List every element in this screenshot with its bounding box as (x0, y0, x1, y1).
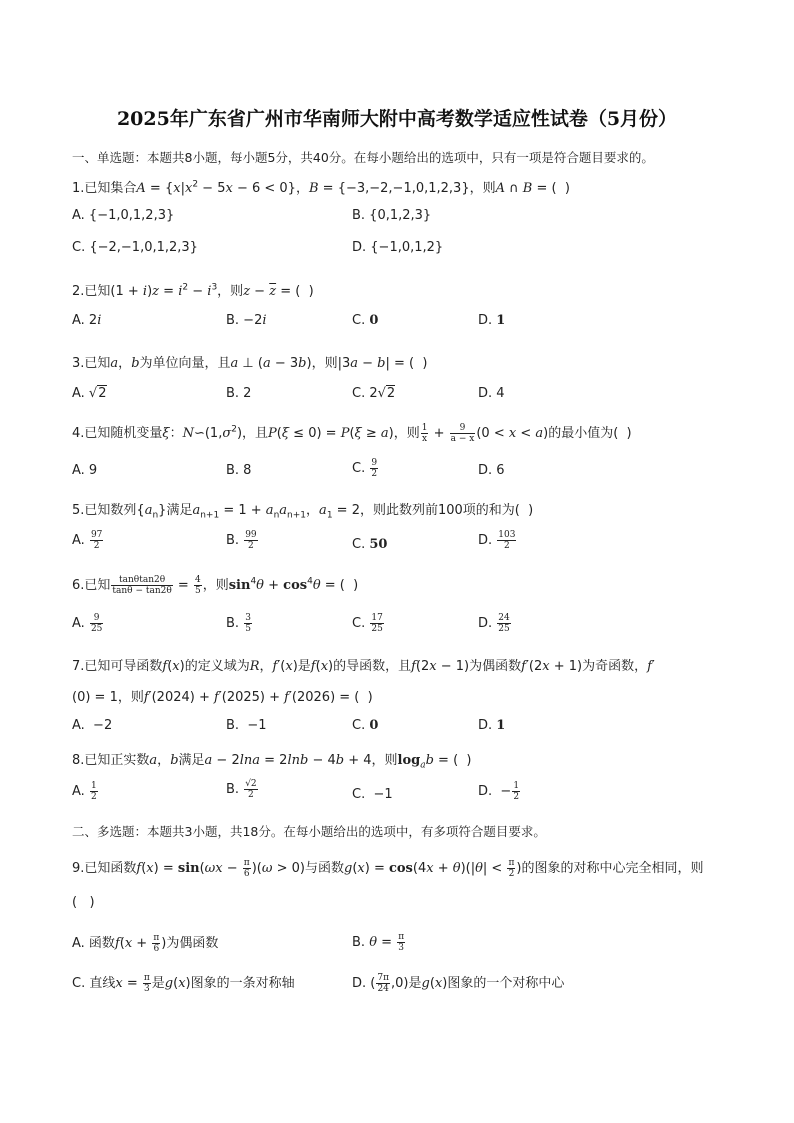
q2-option-d: D. 1 (478, 313, 506, 328)
question-4: 4.已知随机变量ξ：$N∽(1,\sigma^2)$，且P(ξ ≤ 0) = P(ξ ≥ a)，则 $\frac{1}{x}$ + $\frac{9}{a - x}$ (0 < x < a)的最小值为( ) (72, 423, 632, 444)
q5-option-a: A. $\frac{97}{2}$ (72, 530, 103, 551)
q2-option-c: C. 0 (352, 313, 379, 328)
question-9-line-2: ( ) (72, 895, 95, 910)
question-6: 6.已知 $\frac{\tan\theta\tan 2\theta}{\tan\theta - \tan 2\theta}$ = $\frac{4}{5}$ ，则$\sin^4\theta + \cos^4\theta$ = ( ) (72, 575, 359, 596)
q7-option-c: C. 0 (352, 718, 379, 733)
question-2: 2.已知$(1 + i)z = i^2 - i^3$，则$z - \overline{z}$ = ( ) (72, 282, 314, 299)
section-multiple-choice: 二、多选题：本题共3小题，共18分。在每小题给出的选项中，有多项符合题目要求。 (72, 824, 546, 839)
q8-option-c: C. −1 (352, 787, 393, 802)
q7-option-d: D. 1 (478, 718, 506, 733)
q6-option-c: C. $\frac{17}{25}$ (352, 613, 383, 634)
q9-option-d: D. ( $\frac{7\pi}{24}$ ,0)是g(x)图象的一个对称中心 (352, 973, 565, 994)
page-title: 2025年广东省广州市华南师大附中高考数学适应性试卷（5月份） (116, 108, 678, 130)
q3-option-a: A. √2 (72, 386, 107, 401)
q4-option-d: D. 6 (478, 463, 505, 478)
q4-option-c: C. $\frac{9}{2}$ (352, 458, 378, 479)
q5-option-b: B. $\frac{99}{2}$ (226, 530, 257, 551)
q6-option-b: B. $\frac{3}{5}$ (226, 613, 251, 634)
q9-option-a: A. 函数f(x + $\frac{\pi}{6}$ )为偶函数 (72, 933, 219, 954)
q1-option-c: C. {−2,−1,0,1,2,3} (72, 240, 198, 255)
section-single-choice: 一、单选题：本题共8小题，每小题5分，共40分。在每小题给出的选项中，只有一项是符合题目要求的。 (72, 150, 654, 165)
q9-option-c: C. 直线x = $\frac{\pi}{3}$ 是g(x)图象的一条对称轴 (72, 973, 295, 994)
q8-option-a: A. $\frac{1}{2}$ (72, 781, 97, 802)
q2-option-a: A. 2i (72, 313, 102, 328)
q6-option-d: D. $\frac{24}{25}$ (478, 613, 510, 634)
q5-option-d: D. $\frac{103}{2}$ (478, 530, 516, 551)
q8-option-d: D. − $\frac{1}{2}$ (478, 781, 520, 802)
q1-option-b: B. {0,1,2,3} (352, 208, 432, 223)
q3-option-d: D. 4 (478, 386, 505, 401)
question-9-line-1: 9.已知函数f(x) = sin(ωx − $\frac{\pi}{6}$ )(ω > 0)与函数g(x) = cos(4x + θ)(|θ| < $\frac{\pi}{2}$ )的图象的对称中心完全相同，则 (72, 858, 704, 879)
q1-option-d: D. {−1,0,1,2} (352, 240, 444, 255)
q3-option-b: B. 2 (226, 386, 252, 401)
question-8: 8.已知正实数a，b满足a − 2lna = 2lnb − 4b + 4，则$\log_ab$ = ( ) (72, 753, 472, 771)
q4-option-b: B. 8 (226, 463, 252, 478)
q3-option-c: C. 2√2 (352, 386, 396, 401)
question-7-line-2: (0) = 1，则f′(2024) + f′(2025) + f′(2026) = ( ) (72, 690, 373, 705)
question-5: 5.已知数列$\{a_n\}$满足$a_{n+1} = 1 + a_na_{n+1}$，$a_1 = 2$，则此数列前100项的和为( ) (72, 503, 534, 521)
q4-option-a: A. 9 (72, 463, 98, 478)
q9-option-b: B. θ = $\frac{\pi}{3}$ (352, 932, 405, 953)
q6-option-a: A. $\frac{9}{25}$ (72, 613, 103, 634)
q8-option-b: B. $\frac{√2}{2}$ (226, 779, 257, 800)
question-7-line-1: 7.已知可导函数f(x)的定义域为R，f′(x)是f(x)的导函数，且f(2x − 1)为偶函数f′(2x + 1)为奇函数，f′ (72, 659, 655, 674)
question-1: 1.已知集合$A = \{x|x^2 - 5x - 6 < 0\}$，B = {−3,−2,−1,0,1,2,3}，则A ∩ B = ( ) (72, 179, 570, 196)
q5-option-c: C. 50 (352, 537, 388, 552)
q7-option-b: B. −1 (226, 718, 267, 733)
q2-option-b: B. −2i (226, 313, 267, 328)
q1-option-a: A. {−1,0,1,2,3} (72, 208, 175, 223)
question-3: 3.已知a，b为单位向量，且a ⊥ (a − 3b)，则|3a − b| = ( ) (72, 356, 428, 371)
q7-option-a: A. −2 (72, 718, 113, 733)
